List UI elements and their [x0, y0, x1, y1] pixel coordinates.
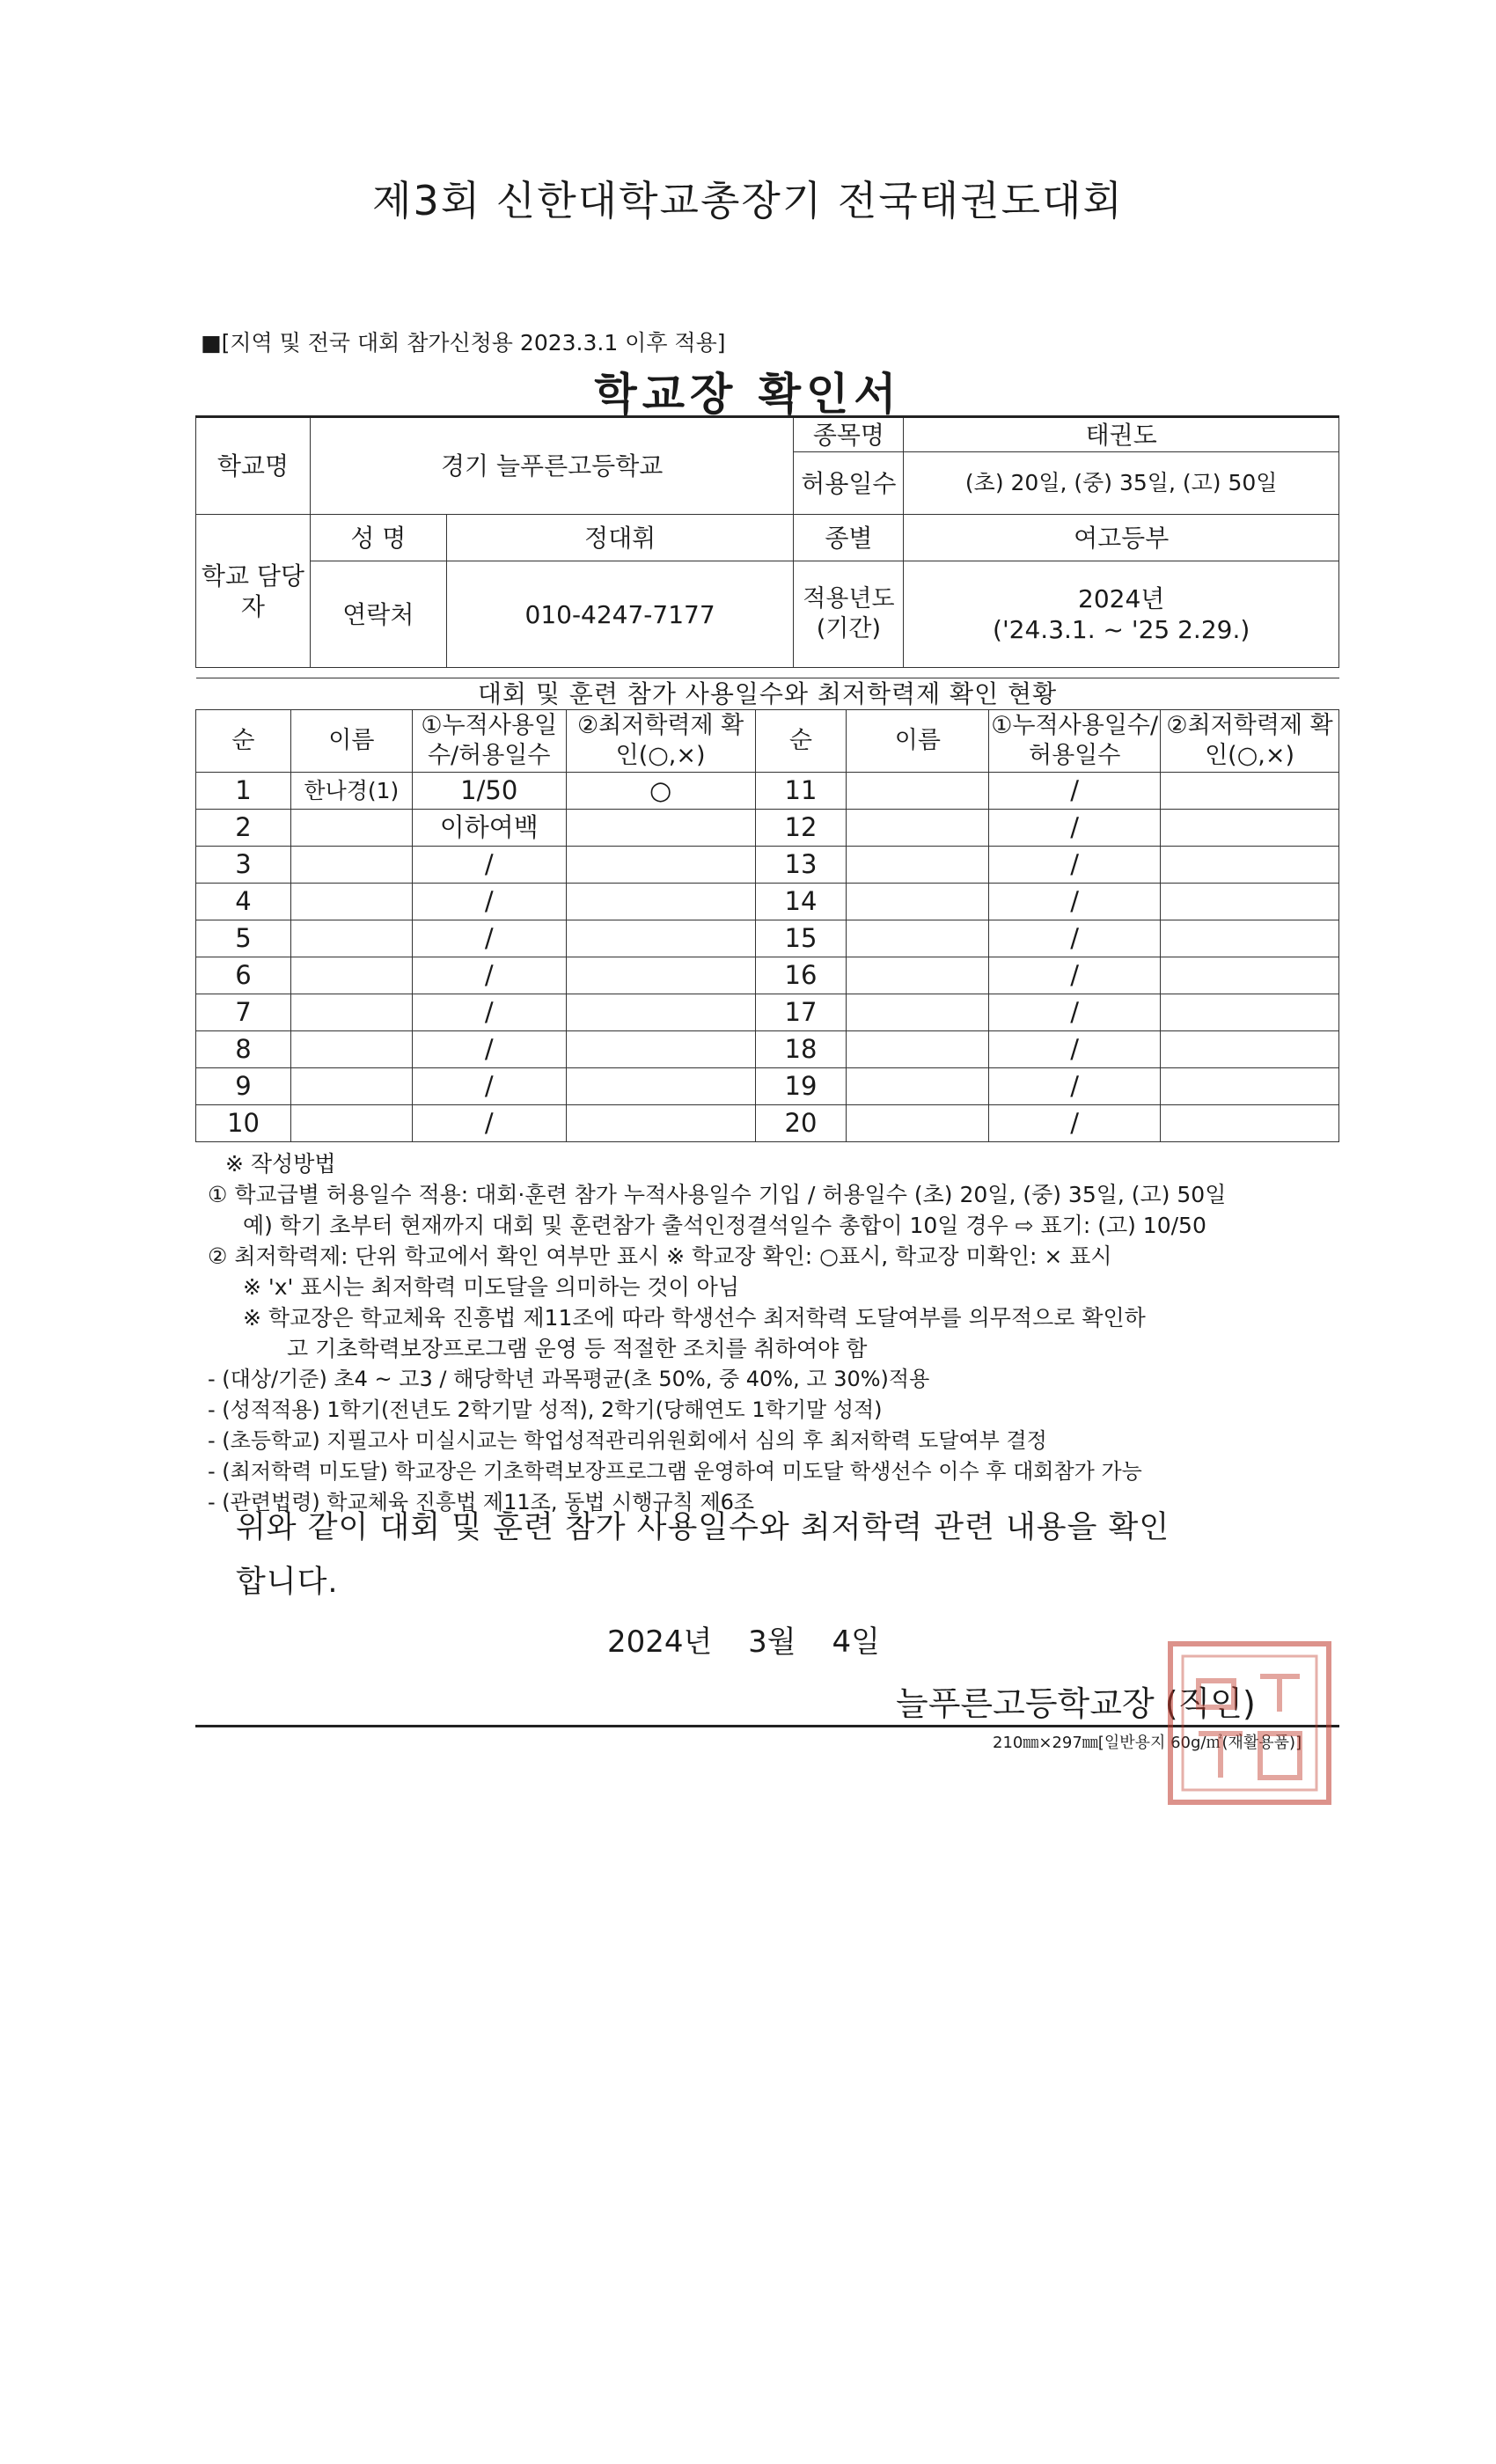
row-days: /: [412, 994, 566, 1031]
row-check: [1161, 773, 1339, 810]
row-days: /: [412, 957, 566, 994]
closing-line-2: 합니다.: [236, 1565, 339, 1600]
table-row: [196, 773, 1339, 810]
col-days-left: ①누적사용일수/허용일수: [412, 710, 566, 773]
col-no-right: 순: [755, 710, 847, 773]
row-check: [1161, 1031, 1339, 1068]
row-check: [566, 957, 755, 994]
year-value: 2024년: [1078, 584, 1165, 613]
signer: 늘푸른고등학교장 (직인): [896, 1684, 1256, 1723]
col-name-left: 이름: [290, 710, 412, 773]
row-days: /: [989, 773, 1161, 810]
row-no: 7: [196, 994, 291, 1031]
col-name-right: 이름: [847, 710, 989, 773]
paper-spec: 210㎜×297㎜[일반용지 60g/㎡(재활용품)]: [993, 1734, 1302, 1752]
row-name: [290, 810, 412, 847]
row-days: /: [412, 920, 566, 957]
row-days: /: [412, 1105, 566, 1142]
row-check: [566, 1068, 755, 1105]
school-name-label: 학교명: [196, 417, 311, 515]
school-name-value: 경기 늘푸른고등학교: [310, 417, 794, 515]
allow-days-value: (초) 20일, (중) 35일, (고) 50일: [904, 452, 1339, 515]
row-no: 1: [196, 773, 291, 810]
row-check: [1161, 920, 1339, 957]
official-seal-icon: [1163, 1637, 1336, 1809]
col-check-right: ②최저학력제 확인(○,×): [1161, 710, 1339, 773]
row-name: 한나경(1): [290, 773, 412, 810]
closing-line-1: 위와 같이 대회 및 훈련 참가 사용일수와 최저학력 관련 내용을 확인: [236, 1510, 1170, 1545]
row-name: [290, 884, 412, 920]
row-no: 14: [755, 884, 847, 920]
table-row: [196, 1031, 1339, 1068]
contact-value: 010-4247-7177: [446, 561, 794, 668]
row-name: [290, 847, 412, 884]
category-value: 여고등부: [904, 515, 1339, 561]
row-days: /: [989, 1031, 1161, 1068]
instructions: [208, 1148, 1343, 1518]
row-days: /: [989, 884, 1161, 920]
row-check: [566, 1105, 755, 1142]
school-info-table: [195, 415, 1339, 668]
contact-label: 연락처: [310, 561, 446, 668]
row-days: /: [989, 1105, 1161, 1142]
row-days: /: [412, 884, 566, 920]
event-label: 종목명: [794, 417, 904, 452]
allow-days-label: 허용일수: [794, 452, 904, 515]
row-days: /: [989, 957, 1161, 994]
issue-date: 2024년 3월 4일: [607, 1624, 880, 1660]
table-row: [196, 994, 1339, 1031]
row-no: 9: [196, 1068, 291, 1105]
instruction-line: - (성적적용) 1학기(전년도 2학기말 성적), 2학기(당해연도 1학기말 성적): [208, 1397, 883, 1422]
usage-table-body: [196, 773, 1339, 1142]
event-value: 태권도: [904, 417, 1339, 452]
table-row: [196, 884, 1339, 920]
row-name: [290, 1068, 412, 1105]
row-no: 16: [755, 957, 847, 994]
table-row: [196, 847, 1339, 884]
col-days-right: ①누적사용일수/허용일수: [989, 710, 1161, 773]
instruction-line: - (관련법령) 학교체육 진흥법 제11조, 동법 시행규칙 제6조: [208, 1490, 755, 1514]
instruction-line: ※ 학교장은 학교체육 진흥법 제11조에 따라 학생선수 최저학력 도달여부를 의무적으로 확인하: [243, 1305, 1146, 1331]
row-check: [1161, 957, 1339, 994]
row-days: /: [412, 1031, 566, 1068]
row-check: [1161, 847, 1339, 884]
instruction-line: - (대상/기준) 초4 ~ 고3 / 해당학년 과목평균(초 50%, 중 40%, 고 30%)적용: [208, 1367, 930, 1391]
row-name: [290, 920, 412, 957]
row-no: 12: [755, 810, 847, 847]
row-days: /: [989, 1068, 1161, 1105]
row-check: [1161, 1105, 1339, 1142]
col-no-left: 순: [196, 710, 291, 773]
row-name: [847, 920, 989, 957]
instruction-line: ※ 'x' 표시는 최저학력 미도달을 의미하는 것이 아님: [243, 1274, 739, 1300]
row-name: [290, 1031, 412, 1068]
row-days: /: [412, 847, 566, 884]
row-name: [847, 884, 989, 920]
instruction-line: - (최저학력 미도달) 학교장은 기초학력보장프로그램 운영하여 미도달 학생선수 이수 후 대회참가 가능: [208, 1459, 1142, 1484]
row-check: [566, 810, 755, 847]
instruction-line: - (초등학교) 지필고사 미실시교는 학업성적관리위원회에서 심의 후 최저학력 도달여부 결정: [208, 1428, 1047, 1453]
table-caption: 대회 및 훈련 참가 사용일수와 최저학력제 확인 현황: [196, 678, 1339, 710]
usage-table: [195, 678, 1339, 1142]
row-days: 1/50: [412, 773, 566, 810]
category-label: 종별: [794, 515, 904, 561]
row-check: [566, 920, 755, 957]
row-check: [1161, 994, 1339, 1031]
instruction-line: ※ 작성방법: [225, 1151, 336, 1177]
row-no: 3: [196, 847, 291, 884]
row-check: [1161, 1068, 1339, 1105]
person-name-label: 성 명: [310, 515, 446, 561]
row-name: [847, 957, 989, 994]
row-no: 11: [755, 773, 847, 810]
table-row: [196, 810, 1339, 847]
year-label: 적용년도 (기간): [794, 561, 904, 668]
row-no: 2: [196, 810, 291, 847]
row-days: /: [412, 1068, 566, 1105]
person-name-value: 정대휘: [446, 515, 794, 561]
row-check: [566, 847, 755, 884]
row-no: 6: [196, 957, 291, 994]
table-row: [196, 920, 1339, 957]
table-row: [196, 957, 1339, 994]
row-days: /: [989, 920, 1161, 957]
closing-statement: [236, 1500, 1170, 1610]
row-name: [847, 1031, 989, 1068]
row-check: [1161, 884, 1339, 920]
row-name: [847, 847, 989, 884]
row-name: [290, 957, 412, 994]
application-notice: ■[지역 및 전국 대회 참가신청용 2023.3.1 이후 적용]: [201, 330, 726, 356]
row-days: /: [989, 847, 1161, 884]
col-check-left: ②최저학력제 확인(○,×): [566, 710, 755, 773]
document-title: 제3회 신한대학교총장기 전국태권도대회: [372, 177, 1124, 224]
row-name: [847, 773, 989, 810]
row-no: 15: [755, 920, 847, 957]
row-no: 19: [755, 1068, 847, 1105]
row-no: 8: [196, 1031, 291, 1068]
table-row: [196, 1068, 1339, 1105]
instruction-line: 고 기초학력보장프로그램 운영 등 적절한 조치를 취하여야 함: [287, 1336, 868, 1361]
instruction-line: 예) 학기 초부터 현재까지 대회 및 훈련참가 출석인정결석일수 총합이 10일 경우 ⇨ 표기: (고) 10/50: [243, 1213, 1206, 1238]
period-value: ('24.3.1. ~ '25 2.29.): [993, 615, 1250, 644]
row-no: 13: [755, 847, 847, 884]
row-check: ○: [566, 773, 755, 810]
row-name: [847, 1105, 989, 1142]
instruction-line: ① 학교급별 허용일수 적용: 대회·훈련 참가 누적사용일수 기입 / 허용일수 (초) 20일, (중) 35일, (고) 50일: [208, 1182, 1227, 1207]
row-name: [847, 810, 989, 847]
row-no: 4: [196, 884, 291, 920]
row-no: 20: [755, 1105, 847, 1142]
row-days: /: [989, 994, 1161, 1031]
row-days: 이하여백: [412, 810, 566, 847]
row-name: [847, 994, 989, 1031]
row-name: [847, 1068, 989, 1105]
row-check: [566, 994, 755, 1031]
row-no: 17: [755, 994, 847, 1031]
row-days: /: [989, 810, 1161, 847]
instruction-line: ② 최저학력제: 단위 학교에서 확인 여부만 표시 ※ 학교장 확인: ○표시, 학교장 미확인: × 표시: [208, 1243, 1112, 1269]
row-no: 10: [196, 1105, 291, 1142]
form-title: 학교장 확인서: [594, 369, 902, 420]
row-name: [290, 1105, 412, 1142]
row-check: [1161, 810, 1339, 847]
manager-label: 학교 담당자: [196, 515, 311, 668]
row-no: 18: [755, 1031, 847, 1068]
row-check: [566, 1031, 755, 1068]
row-name: [290, 994, 412, 1031]
row-no: 5: [196, 920, 291, 957]
table-row: [196, 1105, 1339, 1142]
row-check: [566, 884, 755, 920]
